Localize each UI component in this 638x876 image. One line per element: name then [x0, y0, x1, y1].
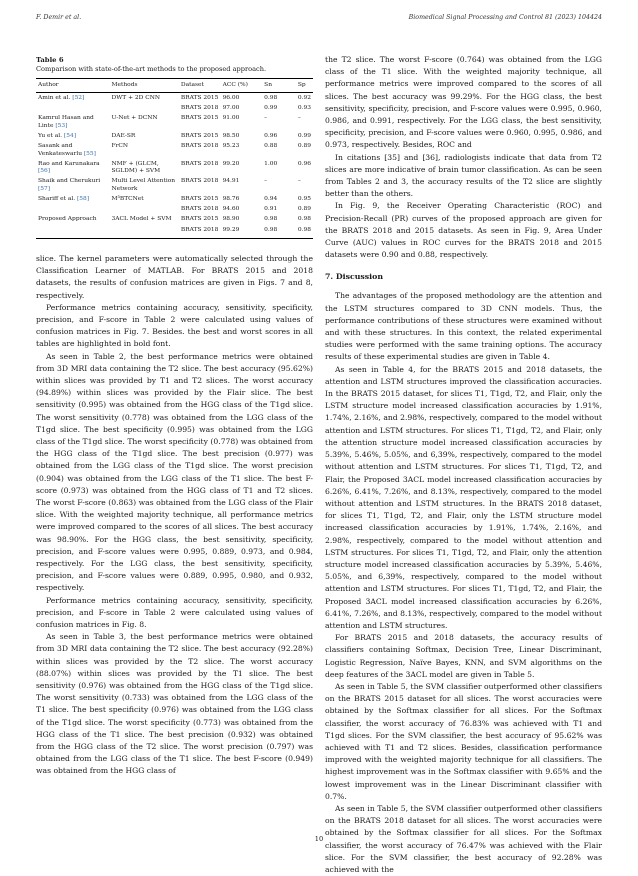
- cell-method: [110, 225, 179, 238]
- cell-dataset: [179, 225, 221, 238]
- cell-sp: [296, 114, 313, 132]
- citation-link[interactable]: [58]: [76, 195, 90, 202]
- cell-dataset: [179, 131, 221, 141]
- column-header-sn: Sn: [264, 82, 272, 88]
- cell-dataset: [179, 159, 221, 177]
- cell-method-text: 3ACL Model + SVM: [111, 216, 172, 223]
- table-row: [36, 114, 313, 132]
- cell-sp: [296, 194, 313, 204]
- body-paragraph: As seen in Table 3, the best performance metrics were obtained from 3D MRI data containing the T2 slice. The best accuracy (92.28%) within slices was provided by the T2 slice. The worst accuracy (88.07%) within slices was provided by the T1 slice. The best sensitivity (0.976) was obtained from the HGG class of the T1gd slice. The worst sensitivity (0.733) was obtained from the LGG class of the T1 slice. The best specificity (0.976) was obtained from the LGG class of the T1gd slice. The worst specificity (0.773) was obtained from the HGG class of the T1 slice. The best precision (0.932) was obtained from the HGG class of the T2 slice. The worst precision (0.797) was obtained from the LGG class of the T1 slice. The best F-score (0.949) was obtained from the HGG class of: [36, 632, 313, 776]
- cell-dataset-text: BRATS 2015: [180, 195, 219, 202]
- body-paragraph: the T2 slice. The worst F-score (0.764) was obtained from the LGG class of the T1 slice. With the weighted majority technique, all performance metrics were improved compared to the scores of all slices. The best accuracy was 99.29%. For the HGG class, the best sensitivity, specificity, precision, and F-score values were 0.995, 0.960, 0.986, and 0.991, respectively. For the LGG class, the best sensitivity, specificity, precision, and F-score values were 0.960, 0.995, 0.986, and 0.973, respectively. Besides, ROC and: [325, 55, 602, 150]
- cell-method-text: M³BTCNet: [111, 195, 144, 202]
- cell-author-text: Sasank and Venkateswarlu: [38, 143, 82, 157]
- citation-link[interactable]: [57]: [38, 185, 51, 192]
- table-row: [36, 159, 313, 177]
- cell-dataset: [179, 177, 221, 195]
- cell-sn-text: 0.94: [264, 195, 278, 202]
- cell-author: [36, 93, 110, 104]
- cell-method-text: DAE-SR: [111, 132, 136, 139]
- citation-link[interactable]: [55]: [83, 150, 96, 157]
- cell-author: [36, 104, 110, 114]
- cell-sn: [262, 104, 296, 114]
- body-paragraph: In citations [35] and [36], radiologists indicate that data from T2 slices are more indicative of brain tumor classification. As can be seen from Tables 2 and 3, the accuracy results of the T2 slice are slightly better than the others.: [325, 152, 602, 199]
- table-caption: Comparison with state-of-the-art methods to the proposed approach.: [36, 65, 267, 73]
- table-row: [36, 93, 313, 104]
- cell-acc-text: 95.23: [222, 143, 240, 150]
- cell-sn-text: 0.98: [264, 95, 278, 101]
- cell-sp-text: 0.98: [297, 226, 311, 233]
- cell-author: [36, 114, 110, 132]
- cell-method: [110, 159, 179, 177]
- cell-method: [110, 194, 179, 204]
- table-row: [36, 215, 313, 225]
- cell-method: [110, 114, 179, 132]
- body-paragraph: In Fig. 9, the Receiver Operating Characteristic (ROC) and Precision-Recall (PR) curves of the proposed approach are given for the BRATS 2018 and 2015 datasets. As seen in Fig. 9, Area Under Curve (AUC) values in ROC curves for the BRATS 2018 and 2015 datasets were 0.90 and 0.88, respectively.: [325, 201, 602, 260]
- citation-link[interactable]: [52]: [72, 95, 85, 101]
- cell-acc-text: 99.29: [222, 226, 240, 233]
- cell-acc-text: 98.90: [222, 216, 240, 223]
- cell-dataset-text: BRATS 2018: [180, 143, 219, 150]
- cell-acc-text: 94.60: [222, 206, 240, 213]
- body-paragraph: As seen in Table 5, the SVM classifier outperformed other classifiers on the BRATS 2015 dataset for all slices. The worst accuracies were obtained by the Softmax classifier for all slices. For the Softmax classifier, the worst accuracy of 76.83% was achieved with T1 and T1gd slices. For the SVM classifier, the best accuracy of 95.62% was achieved with T1 and T2 slices. Besides, classification performance improved with the weighted majority technique for all classifiers. The highest improvement was in the Softmax classifier with 9.65% and the lowest improvement was in the Linear Discriminant classifier with 0.7%.: [325, 681, 602, 801]
- cell-acc: [221, 142, 263, 160]
- cell-sp: [296, 104, 313, 114]
- cell-author-text: Rao and Karunakara: [38, 160, 100, 167]
- cell-author: [36, 194, 110, 204]
- cell-acc-text: 99.20: [222, 160, 240, 167]
- cell-method-text: NMF + (GLCM, SGLDM) + SVM: [111, 160, 161, 175]
- cell-dataset: [179, 104, 221, 114]
- cell-acc: [221, 194, 263, 204]
- cell-acc-text: 96.00: [222, 95, 240, 101]
- cell-sn: [262, 205, 296, 215]
- cell-sn: [262, 159, 296, 177]
- body-paragraph: Performance metrics containing accuracy, sensitivity, specificity, precision, and F-score in Table 2 were calculated using values of confusion matrices in Fig. 8.: [36, 595, 313, 629]
- cell-author-text: Shariff et al.: [38, 195, 76, 202]
- cell-method: [110, 131, 179, 141]
- table-row: [36, 131, 313, 141]
- cell-sn: [262, 215, 296, 225]
- cell-sp: [296, 131, 313, 141]
- cell-sp-text: 0.92: [297, 95, 311, 101]
- cell-dataset-text: BRATS 2018: [180, 160, 219, 167]
- cell-author-text: Yu et al.: [38, 132, 63, 139]
- body-paragraph: Performance metrics containing accuracy, sensitivity, specificity, precision, and F-score in Table 2 were calculated using values of confusion matrices in Fig. 7. Besides. the best and worst scores in all tables are highlighted in bold font.: [36, 302, 313, 349]
- right-body-text-top: [325, 54, 602, 261]
- page-number: 10: [314, 835, 324, 843]
- right-column: [325, 54, 602, 876]
- cell-acc: [221, 114, 263, 132]
- cell-acc: [221, 104, 263, 114]
- cell-dataset-text: BRATS 2015: [180, 95, 219, 101]
- cell-dataset: [179, 114, 221, 132]
- citation-link[interactable]: [54]: [63, 132, 77, 139]
- cell-sn-text: –: [264, 178, 268, 185]
- cell-sp: [296, 159, 313, 177]
- cell-dataset: [179, 142, 221, 160]
- table-row: [36, 104, 313, 114]
- cell-sp: [296, 142, 313, 160]
- cell-sp-text: 0.98: [297, 216, 311, 223]
- cell-acc-text: 97.00: [222, 105, 240, 112]
- table-title: Table 6: [36, 56, 64, 64]
- cell-dataset-text: BRATS 2015: [180, 115, 219, 122]
- cell-sn-text: 0.96: [264, 132, 278, 139]
- cell-sn: [262, 177, 296, 195]
- body-paragraph: As seen in Table 5, the SVM classifier outperformed other classifiers on the BRATS 2018 dataset for all slices. The worst accuracies were obtained by the Softmax classifier for all slices. For the Softmax classifier, the worst accuracy of 76.47% was achieved with the Flair slice. For the SVM classifier, the best accuracy of 92.28% was achieved with the: [325, 803, 602, 874]
- column-header-author: Author: [38, 82, 59, 88]
- table-row: [36, 142, 313, 160]
- cell-author: [36, 225, 110, 238]
- cell-method: [110, 215, 179, 225]
- table-header-row: [36, 79, 313, 93]
- cell-sp-text: –: [297, 178, 301, 185]
- cell-sp: [296, 177, 313, 195]
- left-column: [36, 56, 313, 778]
- right-body-text-discussion: [325, 290, 602, 876]
- cell-method: [110, 205, 179, 215]
- cell-author: [36, 215, 110, 225]
- cell-method: [110, 142, 179, 160]
- cell-sn: [262, 225, 296, 238]
- cell-author-text: Amin et al.: [38, 95, 71, 101]
- cell-sp-text: 0.99: [297, 132, 311, 139]
- cell-acc: [221, 205, 263, 215]
- cell-author: [36, 205, 110, 215]
- cell-acc: [221, 225, 263, 238]
- cell-acc: [221, 177, 263, 195]
- cell-author: [36, 159, 110, 177]
- section-heading-discussion: 7. Discussion: [325, 272, 383, 282]
- cell-author-text: Kamrul Hasan and Linte: [38, 115, 94, 129]
- table-body: [36, 93, 313, 238]
- body-paragraph: As seen in Table 4, for the BRATS 2015 and 2018 datasets, the attention and LSTM structures improved the classification accuracies. In the BRATS 2015 dataset, for slices T1, T1gd, T2, and Flair, only the LSTM structure model increased classification accuracies by 1.91%, 1.74%, 2.16%, and 2.98%, respectively, compared to the model without attention and LSTM structures. For slices T1, T1gd, T2, and Flair, only the attention structure model increased classification accuracies by 5.39%, 5.46%, 5.05%, and 6,39%, respectively, compared to the model without attention and LSTM structures. For slices T1, T1gd, T2, and Flair, the Proposed 3ACL model increased classification accuracies by 6.26%, 6.41%, 7.26%, and 8.13%, respectively, compared to the model without attention and LSTM structures. In the BRATS 2018 dataset, for slices T1, T1gd, T2, and Flair, only the LSTM structure model increased classification accuracies by 1.91%, 1.74%, 2.16%, and 2.98%, respectively, compared to the model without attention and LSTM structures. For slices T1, T1gd, T2, and Flair, only the attention structure model increased classification accuracies by 5.39%, 5.46%, 5.05%, and 6,39%, respectively, compared to the model without attention and LSTM structures. For slices T1, T1gd, T2, and Flair, the Proposed 3ACL model increased classification accuracies by 6.26%, 6.41%, 7.26%, and 8.13%, respectively, compared to the model without attention and LSTM structures.: [325, 364, 602, 630]
- cell-method-text: DWT + 2D CNN: [111, 95, 161, 101]
- cell-sn-text: –: [264, 115, 268, 122]
- column-header-acc: ACC (%): [222, 82, 248, 88]
- body-paragraph: For BRATS 2015 and 2018 datasets, the accuracy results of classifiers containing Softmax, Decision Tree, Linear Discriminant, Logistic Regression, Naïve Bayes, KNN, and SVM algorithms on the deep features of the 3ACL model are given in Table 5.: [325, 633, 602, 679]
- cell-method: [110, 93, 179, 104]
- running-header-authors: F. Demir et al.: [36, 14, 82, 21]
- cell-acc: [221, 93, 263, 104]
- cell-dataset: [179, 215, 221, 225]
- cell-method: [110, 177, 179, 195]
- cell-dataset-text: BRATS 2015: [180, 216, 219, 223]
- cell-author-text: Shaik and Cherukuri: [38, 178, 101, 185]
- column-header-sp: Sp: [297, 82, 306, 88]
- cell-acc: [221, 215, 263, 225]
- cell-sp: [296, 215, 313, 225]
- cell-dataset-text: BRATS 2018: [180, 105, 219, 112]
- cell-sn: [262, 194, 296, 204]
- cell-sp-text: 0.89: [297, 206, 311, 213]
- cell-dataset: [179, 205, 221, 215]
- cell-sp-text: 0.95: [297, 195, 311, 202]
- cell-sp: [296, 225, 313, 238]
- comparison-table: [36, 79, 313, 238]
- citation-link[interactable]: [53]: [55, 122, 68, 129]
- table-row: [36, 225, 313, 238]
- cell-sn: [262, 131, 296, 141]
- cell-sn-text: 0.98: [264, 216, 278, 223]
- cell-author: [36, 142, 110, 160]
- cell-acc: [221, 131, 263, 141]
- cell-acc: [221, 159, 263, 177]
- cell-acc-text: 91.00: [222, 115, 240, 122]
- cell-sp-text: 0.93: [297, 105, 311, 112]
- table-row: [36, 177, 313, 195]
- body-paragraph: slice. The kernel parameters were automatically selected through the Classification Learner of MATLAB. For BRATS 2015 and 2018 datasets, the results of confusion matrices are given in Figs. 7 and 8, respectively.: [36, 253, 313, 300]
- cell-sn-text: 1.00: [264, 160, 278, 167]
- cell-acc-text: 98.76: [222, 195, 240, 202]
- cell-acc-text: 98.50: [222, 132, 240, 139]
- cell-sn-text: 0.91: [264, 206, 278, 213]
- cell-sp-text: –: [297, 115, 301, 122]
- table-row: [36, 194, 313, 204]
- cell-dataset-text: BRATS 2018: [180, 178, 219, 185]
- cell-sn: [262, 93, 296, 104]
- cell-method-text: U-Net + DCNN: [111, 115, 158, 122]
- cell-author: [36, 177, 110, 195]
- cell-sn: [262, 142, 296, 160]
- table-row: [36, 205, 313, 215]
- cell-author-text: Proposed Approach: [38, 216, 97, 223]
- cell-dataset-text: BRATS 2015: [180, 132, 219, 139]
- cell-sn-text: 0.88: [264, 143, 278, 150]
- table-bottom-rule: [36, 238, 313, 239]
- column-header-methods: Methods: [111, 82, 138, 88]
- cell-author: [36, 131, 110, 141]
- column-header-dataset: Dataset: [180, 82, 204, 88]
- cell-method-text: Multi Level Attention Network: [111, 178, 176, 192]
- left-body-text: [36, 253, 313, 778]
- cell-sp: [296, 205, 313, 215]
- cell-sn-text: 0.99: [264, 105, 278, 112]
- cell-sp-text: 0.96: [297, 160, 311, 167]
- cell-dataset: [179, 194, 221, 204]
- citation-link[interactable]: [56]: [38, 168, 51, 175]
- cell-dataset: [179, 93, 221, 104]
- cell-dataset-text: BRATS 2018: [180, 206, 219, 213]
- body-paragraph: As seen in Table 2, the best performance metrics were obtained from 3D MRI data containing the T2 slice. The best accuracy (95.62%) within slices was provided by T1 and T2 slices. The worst accuracy (94.89%) within slices was provided by the Flair slice. The best sensitivity (0.995) was obtained from the HGG class of the T1gd slice. The worst sensitivity (0.778) was obtained from the LGG class of the T1gd slice. The best specificity (0.995) was obtained from the LGG class of the T1gd slice. The worst specificity (0.778) was obtained from the HGG class of the T1gd slice. The best precision (0.977) was obtained from the LGG class of the T1gd slice. The worst precision (0.904) was obtained from the LGG class of the T1 slice. The best F-score (0.973) was obtained from the HGG class of T1 and T2 slices. The worst F-score (0.863) was obtained from the LGG class of the Flair slice. With the weighted majority technique, all performance metrics were improved compared to the scores of all slices. The best accuracy was 98.90%. For the HGG class, the best sensitivity, specificity, precision, and F-score values were 0.995, 0.889, 0.973, and 0.984, respectively. For the LGG class, the best sensitivity, specificity, precision, and F-score values were 0.889, 0.995, 0.980, and 0.932, respectively.: [36, 351, 313, 593]
- cell-method-text: FrCN: [111, 143, 129, 150]
- cell-sp: [296, 93, 313, 104]
- cell-sn-text: 0.98: [264, 226, 278, 233]
- cell-dataset-text: BRATS 2018: [180, 226, 219, 233]
- running-header-journal: Biomedical Signal Processing and Control 81 (2023) 104424: [408, 14, 602, 21]
- cell-sn: [262, 114, 296, 132]
- cell-sp-text: 0.89: [297, 143, 311, 150]
- cell-acc-text: 94.91: [222, 178, 240, 185]
- body-paragraph: The advantages of the proposed methodology are the attention and the LSTM structures compared to 3D CNN models. Thus, the performance contributions of these structures were examined without and with these structures. In this context, the related experimental studies were performed with the same training options. The accuracy results of these experimental studies are given in Table 4.: [325, 291, 602, 362]
- cell-method: [110, 104, 179, 114]
